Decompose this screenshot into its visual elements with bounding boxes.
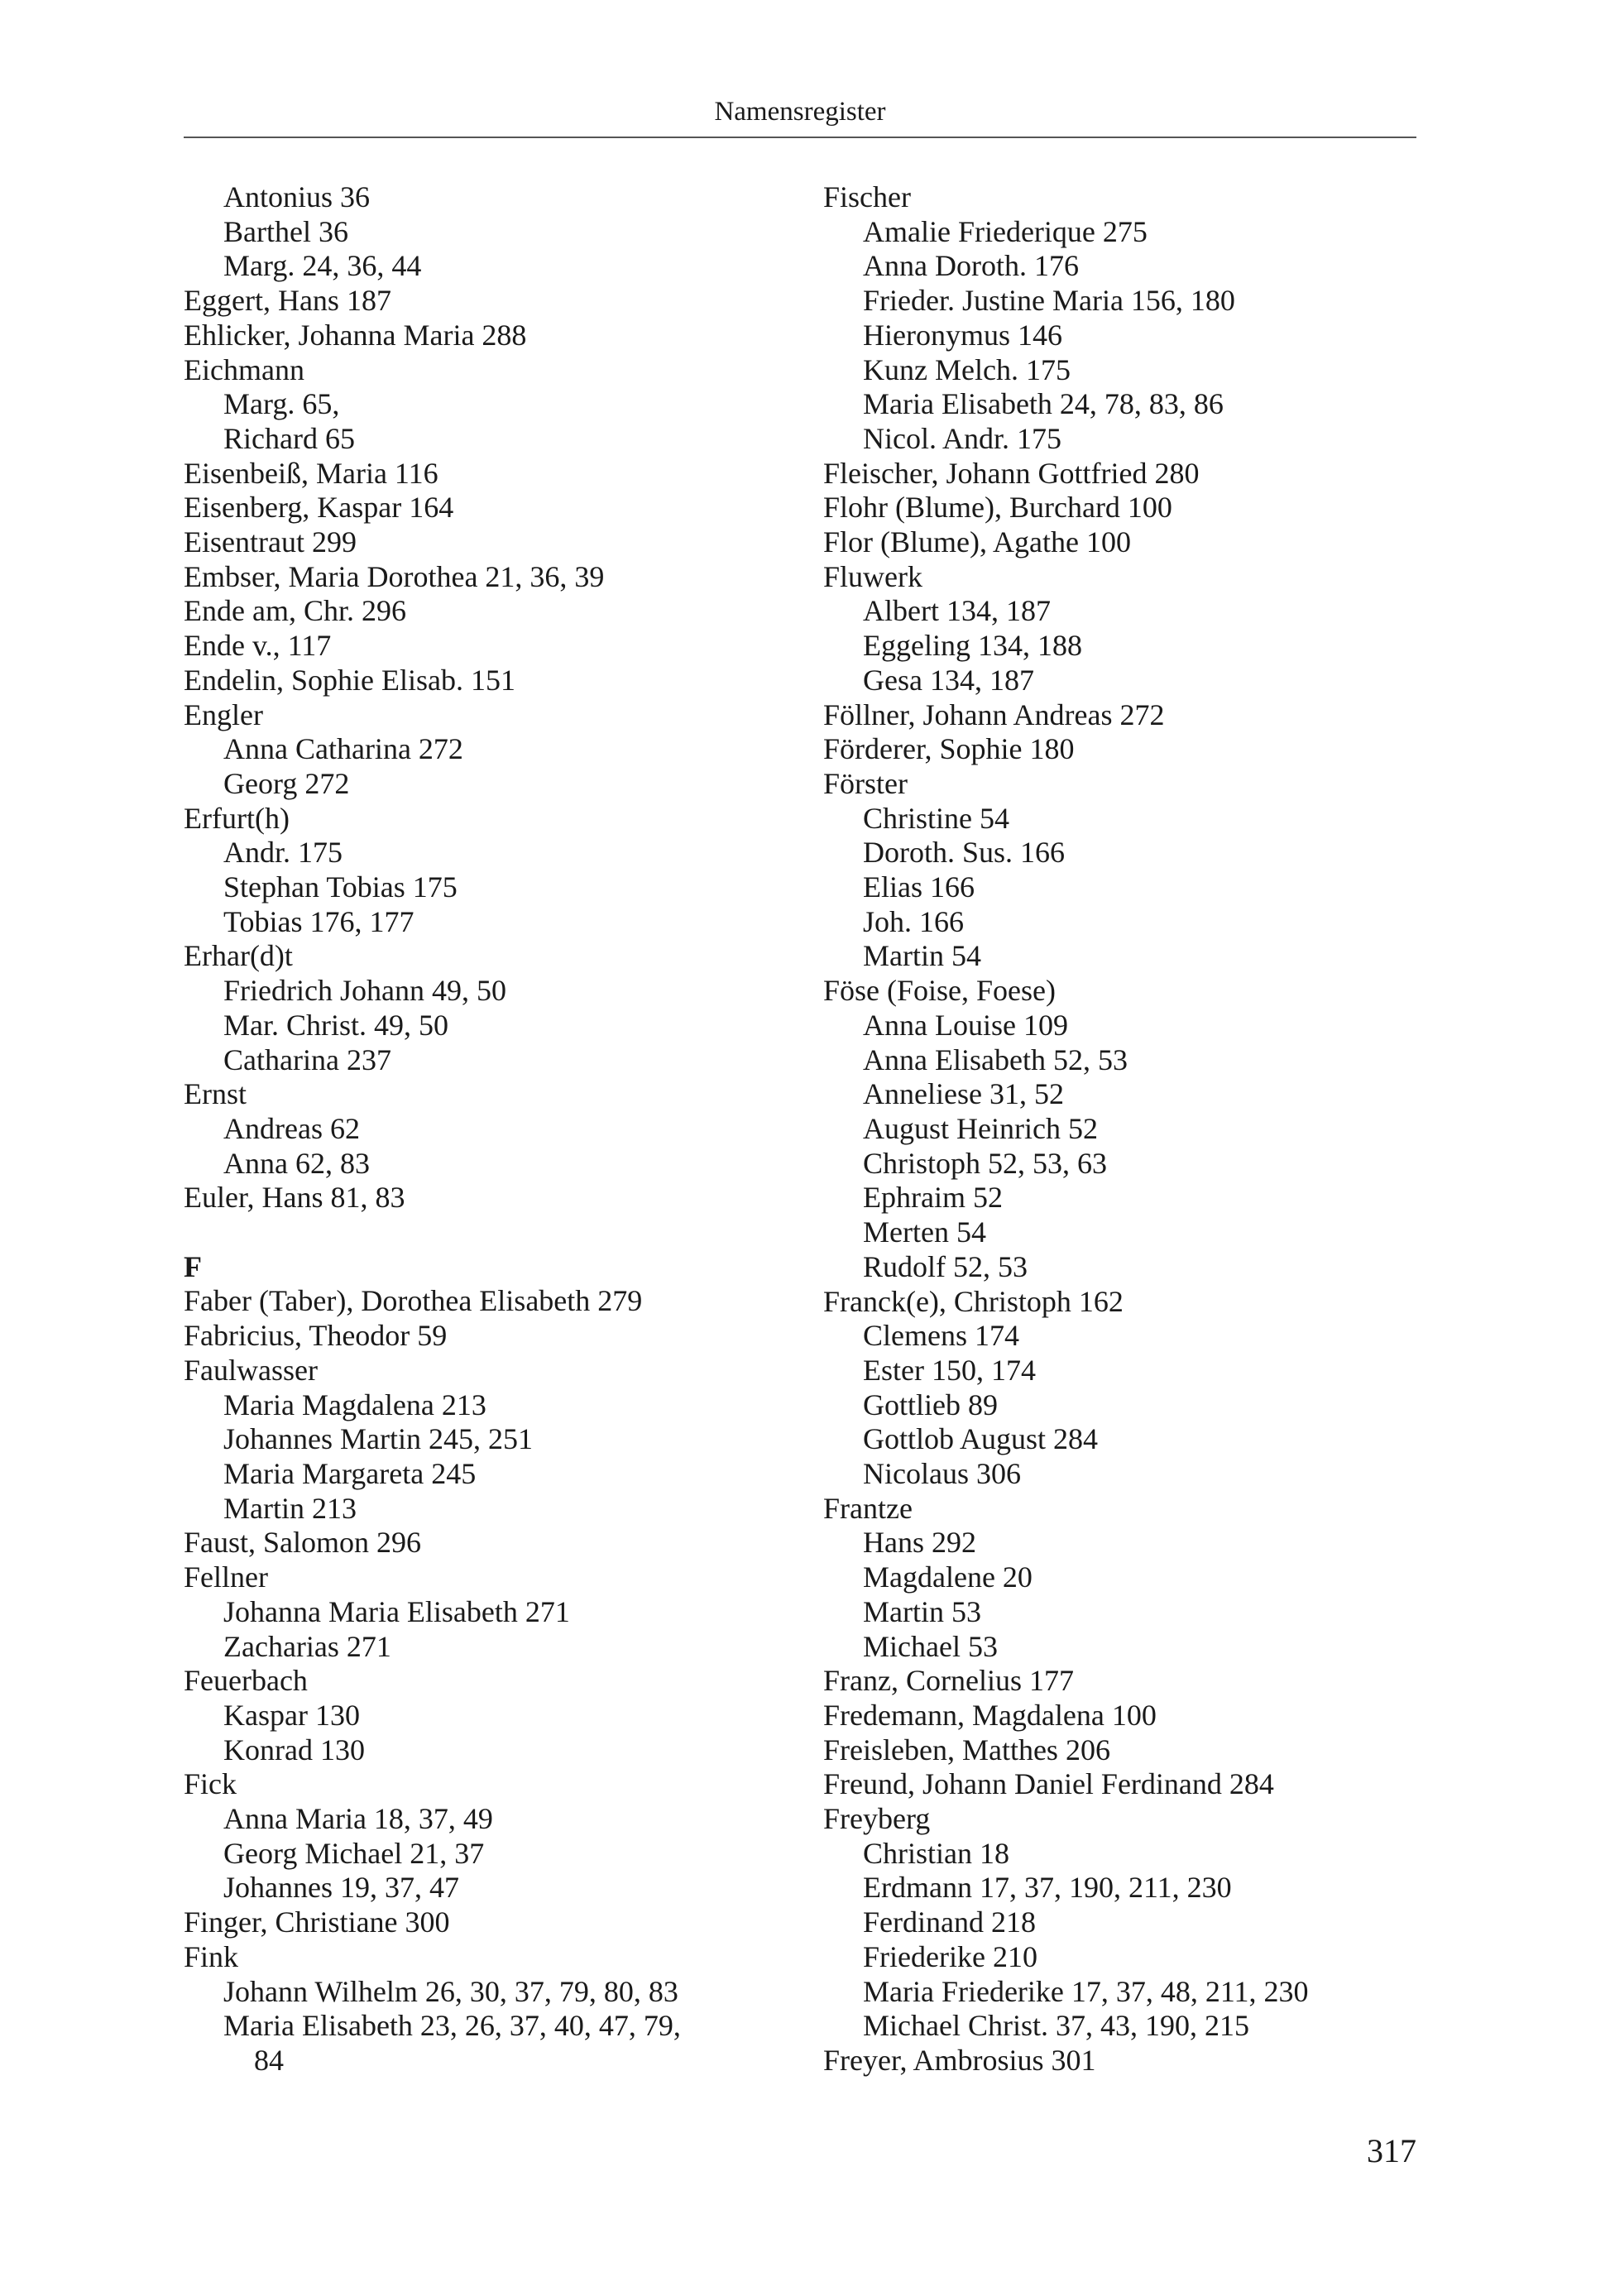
index-subentry: Johannes 19, 37, 47 <box>223 1871 459 1905</box>
index-subentry: Elias 166 <box>863 870 975 904</box>
index-subentry: Martin 53 <box>863 1594 981 1628</box>
index-subentry: Merten 54 <box>863 1215 986 1249</box>
index-entry: Feuerbach <box>184 1664 308 1698</box>
index-subentry: Kaspar 130 <box>223 1698 360 1732</box>
index-entry: Ende v., 117 <box>184 629 332 663</box>
index-subentry: Anna Elisabeth 52, 53 <box>863 1043 1128 1076</box>
index-subentry: Maria Elisabeth 24, 78, 83, 86 <box>863 387 1224 421</box>
index-entry: Eichmann <box>184 352 304 386</box>
index-subentry: Clemens 174 <box>863 1319 1019 1353</box>
index-entry: Ehlicker, Johanna Maria 288 <box>184 318 527 352</box>
index-subentry: Friederike 210 <box>863 1939 1037 1973</box>
index-entry: Fischer <box>823 180 911 213</box>
index-subentry: Ephraim 52 <box>863 1181 1003 1215</box>
index-subentry: Tobias 176, 177 <box>223 904 414 938</box>
index-subentry: Ferdinand 218 <box>863 1905 1036 1939</box>
index-entry: Franck(e), Christoph 162 <box>823 1284 1124 1318</box>
index-subentry: Joh. 166 <box>863 904 965 938</box>
index-subentry: Stephan Tobias 175 <box>223 870 458 904</box>
index-subentry: Michael Christ. 37, 43, 190, 215 <box>863 2009 1249 2043</box>
index-subentry: Georg Michael 21, 37 <box>223 1836 485 1870</box>
index-subentry: Maria Margareta 245 <box>223 1457 477 1490</box>
index-subentry: Georg 272 <box>223 766 350 800</box>
index-subentry: Anneliese 31, 52 <box>863 1077 1064 1111</box>
index-entry: Finger, Christiane 300 <box>184 1905 450 1939</box>
index-entry: Fink <box>184 1939 239 1973</box>
index-subentry: Barthel 36 <box>223 214 348 248</box>
index-subentry: Magdalene 20 <box>863 1560 1033 1594</box>
index-entry: Flohr (Blume), Burchard 100 <box>823 491 1172 525</box>
index-entry: Frantze <box>823 1491 913 1525</box>
index-subentry: Erdmann 17, 37, 190, 211, 230 <box>863 1871 1232 1905</box>
index-subentry: Nicol. Andr. 175 <box>863 421 1061 455</box>
index-entry: Faulwasser <box>184 1353 318 1387</box>
page-number: 317 <box>1367 2132 1416 2169</box>
index-subentry: Andreas 62 <box>223 1111 360 1145</box>
section-letter: F <box>184 1249 202 1283</box>
index-entry: Eisenberg, Kaspar 164 <box>184 491 454 525</box>
index-subentry: Ester 150, 174 <box>863 1353 1036 1387</box>
index-subentry: Christine 54 <box>863 801 1009 835</box>
index-entry: Endelin, Sophie Elisab. 151 <box>184 663 515 697</box>
index-entry: Fabricius, Theodor 59 <box>184 1319 448 1353</box>
index-subentry: Anna Doroth. 176 <box>863 249 1079 283</box>
index-entry: Embser, Maria Dorothea 21, 36, 39 <box>184 559 605 593</box>
index-entry: Euler, Hans 81, 83 <box>184 1181 405 1215</box>
index-entry: Fluwerk <box>823 559 922 593</box>
index-subentry: Johannes Martin 245, 251 <box>223 1422 533 1456</box>
index-continuation: 84 <box>254 2043 284 2077</box>
index-subentry: Johann Wilhelm 26, 30, 37, 79, 80, 83 <box>223 1974 678 2008</box>
index-subentry: August Heinrich 52 <box>863 1111 1098 1145</box>
index-subentry: Konrad 130 <box>223 1733 365 1766</box>
index-entry: Förster <box>823 766 908 800</box>
index-subentry: Marg. 65, <box>223 387 340 421</box>
index-entry: Faust, Salomon 296 <box>184 1526 422 1560</box>
index-subentry: Anna 62, 83 <box>223 1146 370 1180</box>
running-head: Namensregister <box>714 97 886 127</box>
index-subentry: Gottlob August 284 <box>863 1422 1099 1456</box>
index-subentry: Albert 134, 187 <box>863 594 1051 628</box>
index-subentry: Gesa 134, 187 <box>863 663 1034 697</box>
index-subentry: Andr. 175 <box>223 836 343 870</box>
index-entry: Fredemann, Magdalena 100 <box>823 1698 1157 1732</box>
index-entry: Ernst <box>184 1077 247 1111</box>
index-entry: Fick <box>184 1767 237 1801</box>
index-entry: Ende am, Chr. 296 <box>184 594 406 628</box>
index-subentry: Rudolf 52, 53 <box>863 1249 1028 1283</box>
index-subentry: Martin 213 <box>223 1491 357 1525</box>
index-entry: Erfurt(h) <box>184 801 290 835</box>
index-entry: Erhar(d)t <box>184 939 293 973</box>
index-subentry: Doroth. Sus. 166 <box>863 836 1066 870</box>
index-subentry: Kunz Melch. 175 <box>863 352 1071 386</box>
index-subentry: Gottlieb 89 <box>863 1388 998 1421</box>
index-entry: Förderer, Sophie 180 <box>823 732 1075 766</box>
index-entry: Föse (Foise, Foese) <box>823 974 1056 1008</box>
index-entry: Franz, Cornelius 177 <box>823 1664 1074 1698</box>
index-entry: Fleischer, Johann Gottfried 280 <box>823 456 1200 490</box>
index-subentry: Friedrich Johann 49, 50 <box>223 974 506 1008</box>
index-subentry: Anna Maria 18, 37, 49 <box>223 1802 493 1836</box>
index-subentry: Catharina 237 <box>223 1043 391 1076</box>
index-subentry: Martin 54 <box>863 939 981 973</box>
index-subentry: Frieder. Justine Maria 156, 180 <box>863 284 1235 318</box>
index-subentry: Johanna Maria Elisabeth 271 <box>223 1594 570 1628</box>
index-entry: Engler <box>184 697 263 731</box>
index-column-right <box>823 180 1419 2078</box>
section-gap <box>184 1215 763 1250</box>
index-entry: Faber (Taber), Dorothea Elisabeth 279 <box>184 1284 643 1318</box>
index-subentry: Zacharias 271 <box>223 1629 391 1663</box>
index-subentry: Hieronymus 146 <box>863 318 1062 352</box>
index-entry: Eisenbeiß, Maria 116 <box>184 456 438 490</box>
index-subentry: Antonius 36 <box>223 180 371 213</box>
index-entry: Eisentraut 299 <box>184 525 357 559</box>
index-subentry: Maria Elisabeth 23, 26, 37, 40, 47, 79, <box>223 2009 681 2043</box>
index-entry: Flor (Blume), Agathe 100 <box>823 525 1131 559</box>
index-subentry: Michael 53 <box>863 1629 998 1663</box>
index-subentry: Amalie Friederique 275 <box>863 214 1148 248</box>
index-subentry: Anna Louise 109 <box>863 1008 1068 1042</box>
index-entry: Freyberg <box>823 1802 931 1836</box>
index-entry: Föllner, Johann Andreas 272 <box>823 697 1165 731</box>
index-subentry: Hans 292 <box>863 1526 976 1560</box>
index-subentry: Anna Catharina 272 <box>223 732 463 766</box>
index-entry: Fellner <box>184 1560 268 1594</box>
index-subentry: Maria Friederike 17, 37, 48, 211, 230 <box>863 1974 1309 2008</box>
index-subentry: Christian 18 <box>863 1836 1009 1870</box>
index-subentry: Nicolaus 306 <box>863 1457 1021 1491</box>
index-subentry: Maria Magdalena 213 <box>223 1388 486 1421</box>
index-entry: Freisleben, Matthes 206 <box>823 1733 1110 1766</box>
index-entry: Freund, Johann Daniel Ferdinand 284 <box>823 1767 1274 1801</box>
index-subentry: Marg. 24, 36, 44 <box>223 249 422 283</box>
index-entry: Eggert, Hans 187 <box>184 284 391 318</box>
index-column-left <box>184 180 763 2078</box>
index-subentry: Eggeling 134, 188 <box>863 629 1082 663</box>
index-subentry: Christoph 52, 53, 63 <box>863 1146 1108 1180</box>
index-entry: Freyer, Ambrosius 301 <box>823 2043 1096 2077</box>
index-subentry: Mar. Christ. 49, 50 <box>223 1008 449 1042</box>
index-subentry: Richard 65 <box>223 421 355 455</box>
header-rule <box>184 137 1416 138</box>
